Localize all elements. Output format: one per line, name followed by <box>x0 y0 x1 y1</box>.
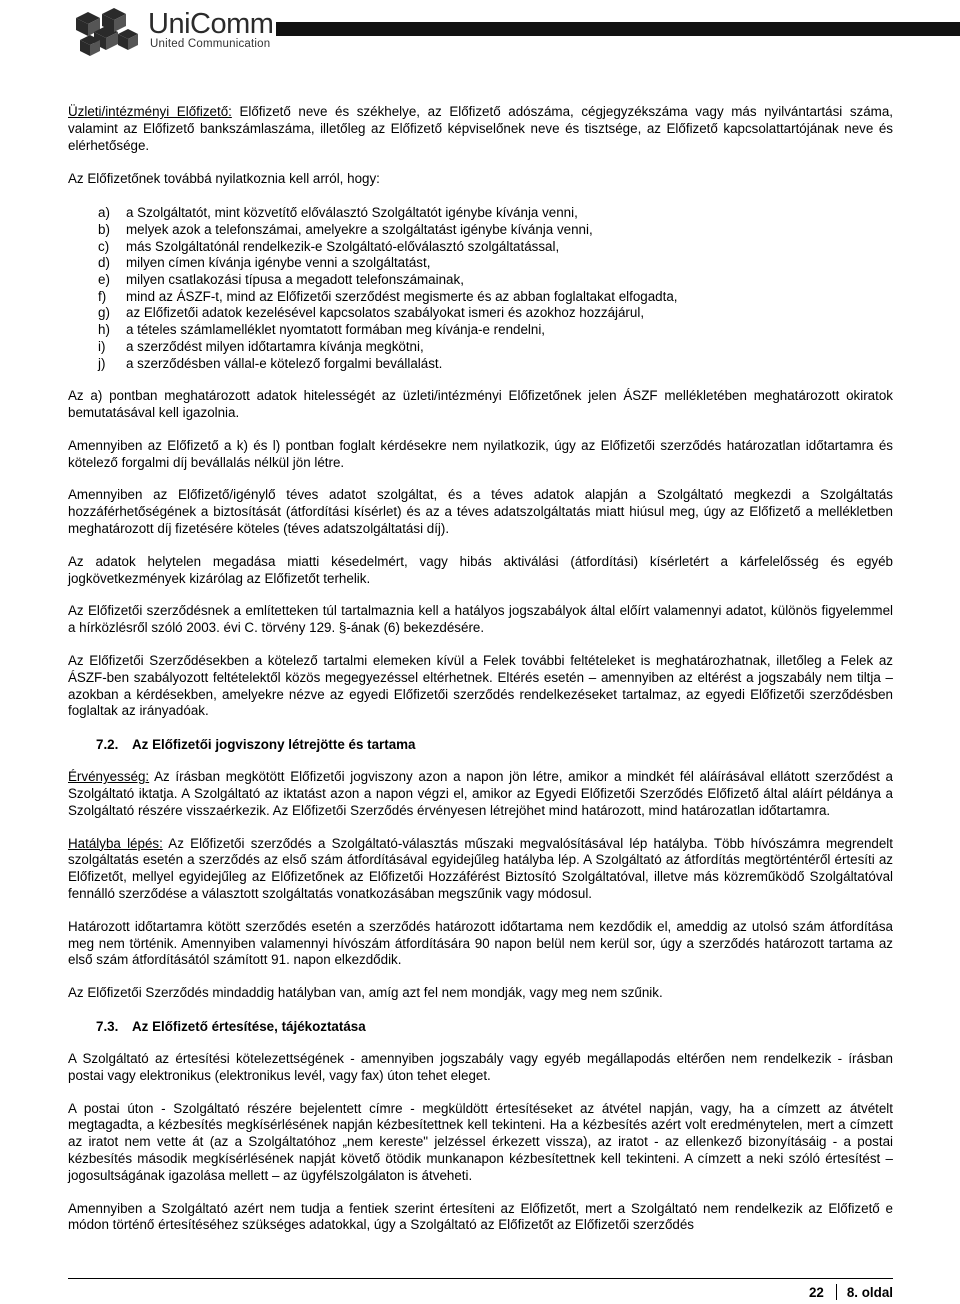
paragraph: A Szolgáltató az értesítési kötelezettségének - amennyiben jogszabály vagy egyéb megállapodás eltérően nem rendelkezik - írásban postai vagy elektronikus (elektronikus levél, vagy fax) úton tehet eleget. <box>68 1050 893 1083</box>
section-title: Az Előfizető értesítése, tájékoztatása <box>132 1018 366 1034</box>
list-letter: g) <box>98 305 110 321</box>
list-text: a tételes számlamelléklet nyomtatott formában meg kívánja-e rendelni, <box>126 322 546 338</box>
document-body <box>68 104 893 1234</box>
paragraph <box>68 104 893 154</box>
list-letter: h) <box>98 322 110 338</box>
section-title: Az Előfizetői jogviszony létrejötte és tartama <box>132 737 416 753</box>
term-label: Üzleti/intézményi Előfizető: <box>68 104 232 119</box>
list-text: az Előfizetői adatok kezelésével kapcsolatos szabályokat ismeri és azokhoz hozzájárul, <box>126 305 645 321</box>
list-text: a szerződésben vállal-e kötelező forgalmi bevállalást. <box>126 355 443 371</box>
paragraph: Az Előfizetői szerződésnek a említetteken túl tartalmaznia kell a hatályos jogszabályok által előírt valamennyi adatot, különös figyelemmel a hírközlésről szóló 2003. évi C. törvény 129. §-ának (6) bekezdésére. <box>68 603 893 636</box>
paragraph-text: Előfizető neve és székhelye, az Előfizető adószáma, cégjegyzékszáma vagy más nyilvántartási száma, valamint az Előfizető bankszámlaszáma, illetőleg az Előfizető képviselőnek neve és tisztsége, az Előfizető kapcsolattartójának neve és elérhetősége. <box>68 104 893 153</box>
list-text: melyek azok a telefonszámai, amelyekre a szolgáltatást igénybe kívánja venni, <box>126 221 593 237</box>
section-number: 7.3. <box>96 1018 119 1034</box>
list-item <box>68 255 893 272</box>
paragraph: A postai úton - Szolgáltató részére bejelentett címre - megküldött értesítéseket az átvétel napján, vagy, ha a címzett az átvételt megtagadta, a kézbesítés megkísérlésének napján kézbesítettnek kell tekinteni. Ha a kézbesítés azért volt eredménytelen, mert a címzett az iratot nem vette át (az a Szolgáltatóhoz „nem kereste" jelzéssel érkezett vissza), az iratot - az ellenkező bizonyításáig - a postai kézbesítés második megkísérlésének napját követő ötödik munkanapon kézbesítettnek kell tekinteni. A címzett a neki szóló értesítést – jogosultságának igazolása mellett – az ügyfélszolgálaton is átveheti. <box>68 1100 893 1183</box>
section-heading <box>68 1018 893 1035</box>
paragraph: Amennyiben az Előfizető a k) és l) pontban foglalt kérdésekre nem nyilatkozik, úgy az Előfizetői szerződés határozatlan időtartamra és kötelező forgalmi díj bevállalás nélkül jön létre. <box>68 437 893 470</box>
term-label: Érvényesség: <box>68 769 150 785</box>
page-suffix: . oldal <box>854 1285 893 1300</box>
paragraph <box>68 769 893 819</box>
paragraph: Az adatok helytelen megadása miatti késedelmért, vagy hibás aktiválási (átfordítási) kísérletért a kárfelelősség és egyéb jogkövetkezmények kizárólag az Előfizetőt terhelik. <box>68 553 893 586</box>
list-item <box>68 305 893 322</box>
list-item <box>68 356 893 373</box>
paragraph-text: Az Előfizetői szerződés a Szolgáltató-választás műszaki megvalósításával lép hatályba. Több hívószámra megrendelt szolgáltatás esetén a szerződés az első szám átfordításával egyidejűleg hatályba lép. A Szolgáltató az átfordítás megtörténtéről értesíti az Előfizetőt, mellyel egyidejűleg az Előfizetőnek az Előfizetői Hozzáférést Biztosító Szolgáltatóval, illetve más közreműködő Szolgáltatóval fennálló szerződése a választott szolgáltatás vonatkozásában megszűnik vagy módosul. <box>68 835 893 901</box>
paragraph-text: Az írásban megkötött Előfizetői jogviszony azon a napon jön létre, amikor a mindkét fél aláírásával ellátott szerződést a Szolgáltató iktatja. A Szolgáltató az iktatást azon a napon végzi el, amikor az Egyedi Előfizetői Szerződés Előfizető által aláírt példánya a Szolgáltató részére visszaérkezik. Az Előfizetői Szerződés érvényesen létrejöhet mind határozott, mind határozatlan időtartamra. <box>68 769 893 818</box>
unicomm-logo-icon <box>72 4 140 62</box>
list-letter: a) <box>98 205 110 221</box>
list-item <box>68 205 893 222</box>
list-item <box>68 339 893 356</box>
paragraph: Amennyiben a Szolgáltató azért nem tudja a fentiek szerint értesíteni az Előfizetőt, mert a Szolgáltató nem rendelkezik az Előfizető e módon történő értesítéséhez szükséges adatokkal, úgy a Szolgáltató az Előfizetőt az Előfizetői szerződés <box>68 1200 893 1233</box>
list-text: más Szolgáltatónál rendelkezik-e Szolgáltató-előválasztó szolgáltatással, <box>126 238 560 254</box>
header-bar <box>276 22 960 36</box>
section-heading <box>68 736 893 753</box>
term-label: Hatályba lépés: <box>68 835 163 851</box>
section-number: 7.2. <box>96 737 119 753</box>
page-number <box>809 1284 893 1300</box>
paragraph: Határozott időtartamra kötött szerződés esetén a szerződés határozott időtartama nem kezdődik el, ameddig az utolsó szám átfordítása meg nem történik. Amennyiben valamennyi hívószám átfordítására 90 napon belül nem kerül sor, úgy a szerződés határozott tartama az első szám átfordításától számított 91. napon elkezdődik. <box>68 918 893 968</box>
list-text: a Szolgáltatót, mint közvetítő előválasztó Szolgáltatót igénybe kívánja venni, <box>126 205 578 221</box>
declaration-list <box>68 205 893 372</box>
list-item <box>68 222 893 239</box>
brand-name: UniComm <box>148 8 274 40</box>
paragraph: Az Előfizetőnek továbbá nyilatkoznia kell arról, hogy: <box>68 171 380 187</box>
page-header <box>0 0 960 66</box>
list-letter: c) <box>98 238 110 254</box>
list-text: mind az ÁSZF-t, mind az Előfizetői szerződést megismerte és az abban foglaltakat elfogadta, <box>126 288 678 304</box>
list-letter: f) <box>98 288 107 304</box>
list-item <box>68 322 893 339</box>
paragraph: Az a) pontban meghatározott adatok hitelességét az üzleti/intézményi Előfizetőnek jelen ÁSZF mellékletében meghatározott okiratok bemutatásával kell igazolnia. <box>68 388 893 421</box>
paragraph: Amennyiben az Előfizető/igénylő téves adatot szolgáltat, és a téves adatok alapján a Szolgáltató megkezdi a Szolgáltatás hozzáférhetőségének a biztosítását (átfordítási kísérlet) és az a téves adatszolgáltatás miatt hiúsul meg, úgy az Előfizető a mellékletben meghatározott díj fizetésére köteles (téves adatszolgáltatási díj). <box>68 487 893 536</box>
list-text: a szerződést milyen időtartamra kívánja megkötni, <box>126 338 424 354</box>
list-letter: d) <box>98 255 110 271</box>
list-letter: i) <box>98 338 106 354</box>
page-total: 22 <box>808 1285 824 1300</box>
paragraph: Az Előfizetői Szerződés mindaddig hatályban van, amíg azt fel nem mondják, vagy meg nem szűnik. <box>68 985 663 1001</box>
page-current: 8 <box>846 1285 855 1300</box>
list-text: milyen csatlakozási típusa a megadott telefonszámainak, <box>126 272 464 287</box>
footer-divider <box>68 1278 893 1279</box>
list-letter: j) <box>98 355 106 371</box>
paragraph: Az Előfizetői Szerződésekben a kötelező tartalmi elemeken kívül a Felek további feltételeket is meghatározhatnak, illetőleg a Felek az ÁSZF-ben szabályozott feltételektől közös megegyezéssel eltérhetnek. Eltérés esetén – amennyiben az eltérést a jogszabály nem tiltja – azokban a kérdésekben, amelyekre nézve az egyedi Előfizetői szerződés rendelkezéseket tartalmaz, az egyedi Előfizetői szerződésben foglaltak az irányadóak. <box>68 652 893 719</box>
paragraph <box>68 836 893 903</box>
list-letter: e) <box>98 272 110 287</box>
list-item <box>68 289 893 306</box>
brand-tagline: United Communication <box>150 38 271 50</box>
list-text: milyen címen kívánja igénybe venni a szolgáltatást, <box>126 255 431 271</box>
list-item <box>68 239 893 256</box>
page-separator <box>836 1284 837 1300</box>
list-item <box>68 272 893 289</box>
list-letter: b) <box>98 221 110 237</box>
